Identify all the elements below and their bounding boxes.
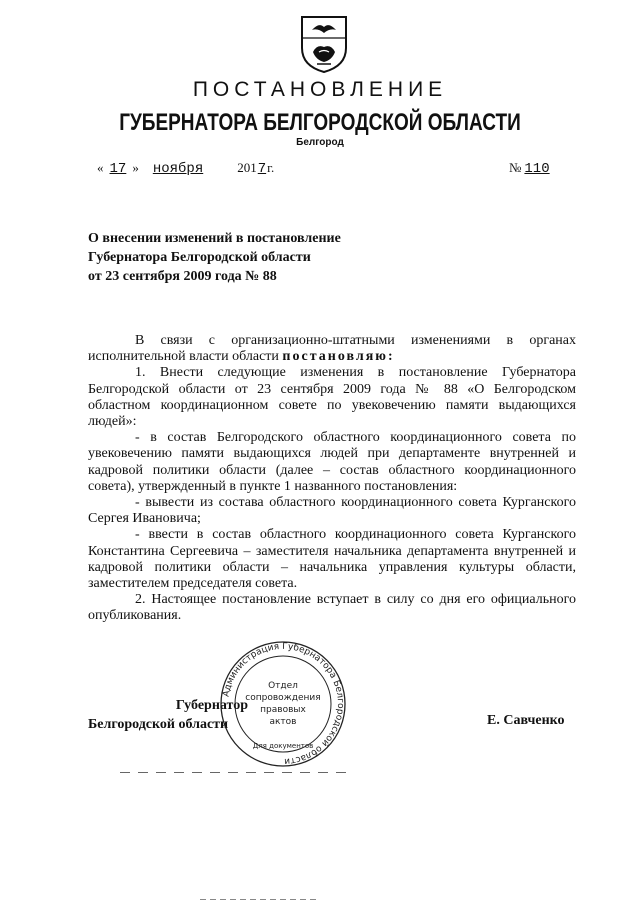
number-prefix: № [509, 160, 522, 175]
intro-paragraph [88, 333, 576, 365]
date-year-prefix: 201 [237, 160, 257, 175]
scan-artifact-line [200, 899, 320, 900]
city-name: Белгород [296, 137, 344, 148]
document-number [509, 160, 560, 177]
date-open-quote: « [97, 160, 104, 175]
number-value: 110 [524, 161, 550, 177]
stamp-inner-line: Отдел [268, 681, 298, 691]
stamp-bottom-text: Для документов [252, 742, 314, 750]
document-issuer: ГУБЕРНАТОРА БЕЛГОРОДСКОЙ ОБЛАСТИ [119, 110, 521, 137]
stamp-inner-line: актов [269, 717, 297, 727]
stamp-inner-line: сопровождения [245, 693, 321, 703]
coat-of-arms-emblem [299, 14, 349, 74]
signatory-title-line1: Губернатор [175, 698, 248, 713]
document-date [97, 160, 274, 177]
official-stamp [219, 640, 347, 768]
subject-line: О внесении изменений в постановление [88, 231, 341, 246]
paragraph-1b: - вывести из состава областного координационного совета Курганского Сергея Ивановича; [88, 495, 576, 527]
date-day: 17 [109, 161, 127, 177]
signatory-title-line2: Белгородской области [88, 717, 229, 732]
scan-artifact-line [120, 772, 350, 773]
document-body [88, 333, 576, 625]
paragraph-1a: - в состав Белгородского областного координационного совета по увековечению памяти выдающихся людей при департаменте внутренней и кадровой политики области (далее – состав областного координационного совета), утвержденный в пункте 1 названного постановления: [88, 430, 576, 494]
date-month: ноября [152, 161, 204, 177]
subject-line: от 23 сентября 2009 года № 88 [88, 269, 277, 284]
date-close-quote: » [132, 160, 139, 175]
paragraph-2: 2. Настоящее постановление вступает в силу со дня его официального опубликования. [88, 592, 576, 624]
stamp-inner-line: правовых [260, 705, 306, 715]
document-subject [88, 229, 388, 286]
paragraph-1: 1. Внести следующие изменения в постановление Губернатора Белгородской области от 23 сентября 2009 года № 88 «О Белгородском областном координационном совете по увековечению памяти выдающихся людей»: [88, 365, 576, 430]
resolve-word: постановляю: [282, 349, 395, 365]
paragraph-1c: - ввести в состав областного координационного совета Курганского Константина Сергеевича – заместителя начальника департамента внутренней и кадровой политики области – начальника управления культуры области, заместителем председателя совета. [88, 527, 576, 592]
signatory-name: Е. Савченко [487, 713, 565, 728]
subject-line: Губернатора Белгородской области [88, 250, 311, 265]
stamp-outer-text: Администрация Губернатора Белгородской области [221, 641, 346, 767]
date-year-end: г. [267, 160, 275, 175]
intro-text: В связи с организационно-штатными изменениями в органах исполнительной власти области [88, 333, 576, 365]
date-year-suffix: 7 [257, 161, 267, 177]
document-title: ПОСТАНОВЛЕНИЕ [192, 78, 448, 101]
